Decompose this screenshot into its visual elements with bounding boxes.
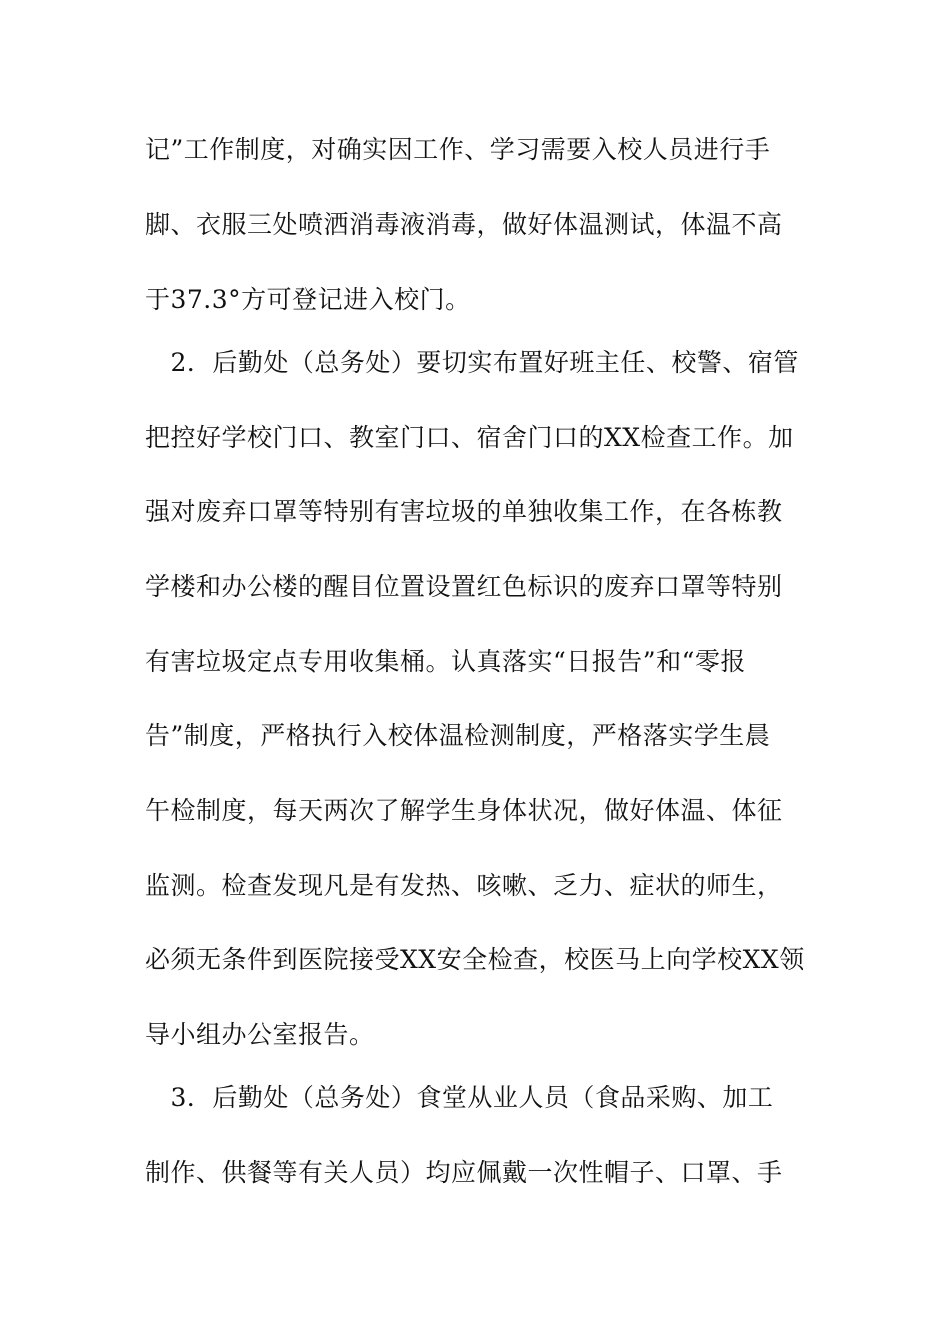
text-line: 强对废弃口罩等特别有害垃圾的单独收集工作，在各栋教	[145, 497, 783, 526]
text-line: 有害垃圾定点专用收集桶。认真落实“日报告”和“零报	[145, 647, 746, 676]
text-line: 把控好学校门口、教室门口、宿舍门口的XX检查工作。加	[145, 423, 794, 452]
text-line: 学楼和办公楼的醒目位置设置红色标识的废弃口罩等特别	[145, 572, 783, 601]
text-line: 制作、供餐等有关人员）均应佩戴一次性帽子、口罩、手	[145, 1158, 783, 1187]
text-line: 记”工作制度，对确实因工作、学习需要入校人员进行手	[145, 135, 771, 164]
text-line: 监测。检查发现凡是有发热、咳嗽、乏力、症状的师生，	[145, 871, 783, 900]
text-line: 必须无条件到医院接受XX安全检查，校医马上向学校XX领	[145, 945, 805, 974]
text-line: 午检制度，每天两次了解学生身体状况，做好体温、体征	[145, 796, 783, 825]
text-line: 于37.3°方可登记进入校门。	[145, 285, 471, 314]
text-line: 脚、衣服三处喷洒消毒液消毒，做好体温测试，体温不高	[145, 210, 783, 239]
text-line: 2．后勤处（总务处）要切实布置好班主任、校警、宿管	[145, 348, 799, 377]
text-line: 导小组办公室报告。	[145, 1020, 375, 1049]
text-line: 告”制度，严格执行入校体温检测制度，严格落实学生晨	[145, 721, 771, 750]
text-line: 3．后勤处（总务处）食堂从业人员（食品采购、加工	[145, 1083, 774, 1112]
